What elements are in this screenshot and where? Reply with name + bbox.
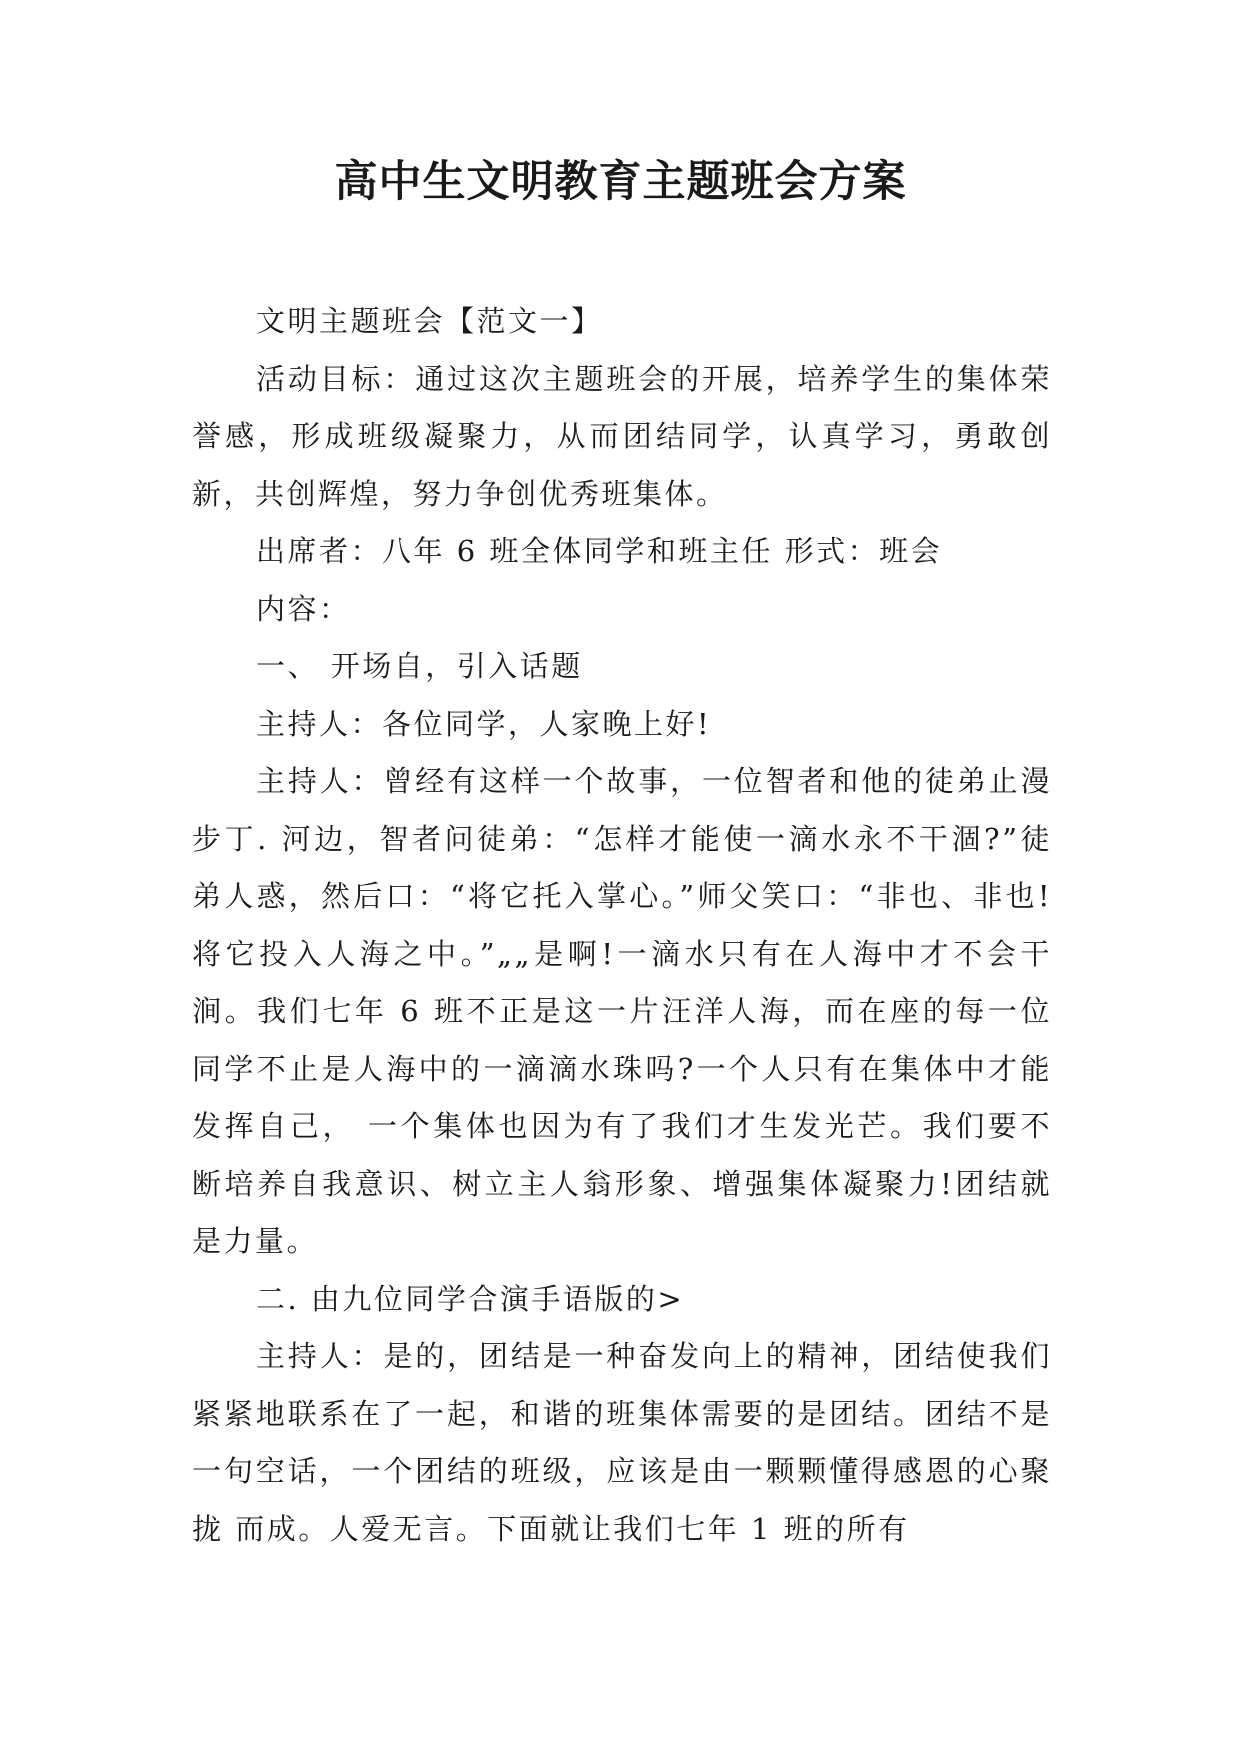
paragraph-host-unity: 主持人：是的，团结是一种奋发向上的精神，团结使我们紧紧地联系在了一起，和谐的班集体需要的是团结。团结不是一句空话，一个团结的班级，应该是由一颗颗懂得感恩的心聚拢 而成。人爱无言。下面就让我们七年 1 班的所有 — [192, 1339, 1052, 1546]
paragraph-part-one: 一、 开场自，引入话题 — [256, 649, 583, 683]
document-body — [192, 293, 1052, 1558]
document-title: 高中生文明教育主题班会方案 — [334, 157, 907, 207]
paragraph-activity-goal: 活动目标：通过这次主题班会的开展，培养学生的集体荣誉感，形成班级凝聚力，从而团结同学，认真学习，勇敢创新，共创辉煌，努力争创优秀班集体。 — [192, 361, 1052, 511]
paragraph-host-story: 主持人：曾经有这样一个故事，一位智者和他的徒弟止漫步丁. 河边，智者问徒弟：“怎样才能使一滴水永不干涸?”徒弟人惑，然后口：“将它托入掌心。”师父笑口：“非也、非也!将它投入人海之中。”„„是啊!一滴水只有在人海中才不会干涧。我们七年 6 班不正是这一片汪洋人海，而在座的每一位同学不止是人海中的一滴滴水珠吗?一个人只有在集体中才能发挥自己， 一个集体也因为有了我们才生发光芒。我们要不断培养自我意识、树立主人翁形象、增强集体凝聚力!团结就是力量。 — [192, 764, 1052, 1258]
paragraph-host-greeting: 主持人：各位同学，人家晚上好! — [256, 706, 712, 741]
paragraph-part-two: 二. 由九位同学合演手语版的> — [256, 1281, 685, 1316]
paragraph-content-label: 内容： — [256, 591, 351, 626]
section-heading: 文明主题班会【范文一】 — [256, 304, 603, 338]
paragraph-attendees: 出席者：八年 6 班全体同学和班主任 形式：班会 — [256, 534, 943, 568]
